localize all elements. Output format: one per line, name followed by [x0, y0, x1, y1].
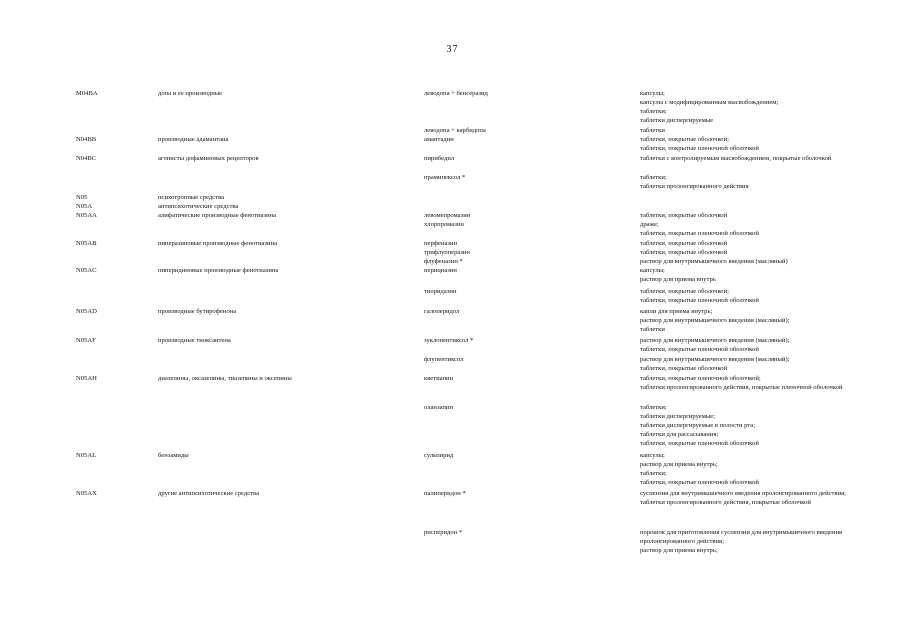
group-name-cell: другие антипсихотические средства [158, 490, 260, 497]
group-name-cell: диазепины, оксазепины, тиазепины и оксепины [158, 375, 292, 382]
group-name-cell: пиперидиновые производные фенотиазина [158, 267, 279, 274]
dosage-form-cell: капсулы; капсулы с модифицированным высвобождением; таблетки; таблетки диспергируемые [640, 90, 779, 125]
drug-name-cell: кветиапин [424, 375, 454, 382]
drug-name-cell: перфеназин [424, 240, 458, 247]
group-name-cell: бензамиды [158, 452, 189, 459]
dosage-form-cell: таблетки; таблетки пролонгированного действия [640, 174, 749, 191]
dosage-form-cell: капли для приема внутрь; раствор для внутримышечного введения (масляный); таблетки [640, 308, 790, 334]
drug-name-cell: галоперидол [424, 308, 460, 315]
group-name-cell: психотропные средства [158, 194, 225, 201]
group-name-cell: антипсихотические средства [158, 203, 239, 210]
dosage-form-cell: таблетки, покрытые пленочной оболочкой; таблетки пролонгированного действия, покрытые пленочной оболочкой [640, 375, 843, 392]
dosage-form-cell: порошок для приготовления суспензии для внутримышечного введения пролонгированного действия; раствор для приема внутрь; [640, 529, 843, 555]
group-name-cell: допа и ее производные [158, 90, 223, 97]
atc-code-cell: N05AF [76, 337, 96, 344]
drug-name-cell: левомепромазин [424, 212, 471, 219]
dosage-form-cell: таблетки, покрытые оболочкой [640, 249, 728, 256]
drug-name-cell: рисперидон * [424, 529, 463, 536]
group-name-cell: алифатические производные фенотиазина [158, 212, 277, 219]
dosage-form-cell: таблетки, покрытые оболочкой [640, 240, 728, 247]
drug-name-cell: сульпирид [424, 452, 454, 459]
dosage-form-cell: таблетки с контролируемым высвобождением, покрытые оболочкой [640, 155, 832, 162]
dosage-form-cell: капсулы; раствор для приема внутрь; таблетки; таблетки, покрытые пленочной оболочкой [640, 452, 759, 487]
dosage-form-cell: таблетки [640, 127, 665, 134]
atc-code-cell: N05 [76, 194, 88, 201]
group-name-cell: агонисты дофаминовых рецепторов [158, 155, 259, 162]
drug-name-cell: амантадин [424, 136, 454, 143]
atc-code-cell: N05AD [76, 308, 97, 315]
drug-name-cell: леводопа + карбидопа [424, 127, 486, 134]
atc-code-cell: N05AH [76, 375, 97, 382]
group-name-cell: производные тиоксантена [158, 337, 231, 344]
atc-code-cell: N04BC [76, 155, 97, 162]
drug-name-cell: зуклопентиксол * [424, 337, 474, 344]
atc-code-cell: N05AB [76, 240, 97, 247]
group-name-cell: производные адамантана [158, 136, 229, 143]
atc-code-cell: N05AC [76, 267, 97, 274]
drug-name-cell: леводопа + бенсеразид [424, 90, 488, 97]
dosage-form-cell: раствор для внутримышечного введения (масляный) [640, 258, 788, 265]
dosage-form-cell: таблетки; таблетки диспергируемые; таблетки диспергируемые в полости рта; таблетки для рассасывания; таблетки, покрытые пленочной оболочкой [640, 404, 759, 448]
atc-code-cell: N05AX [76, 490, 97, 497]
atc-code-cell: M04BA [76, 90, 98, 97]
drug-name-cell: флупентиксол [424, 356, 464, 363]
dosage-form-cell: суспензия для внутримышечного введения пролонгированного действия; таблетки пролонгированного действия, покрытые оболочкой [640, 490, 846, 507]
dosage-form-cell: драже; таблетки, покрытые пленочной оболочкой [640, 221, 759, 238]
atc-code-cell: N04BB [76, 136, 97, 143]
drug-name-cell: оланзапин [424, 404, 453, 411]
atc-code-cell: N05AL [76, 452, 97, 459]
drug-name-cell: тиоридазин [424, 288, 457, 295]
group-name-cell: производные бутирофенона [158, 308, 237, 315]
drug-name-cell: хлорпромазин [424, 221, 464, 228]
drug-name-cell: палиперидон * [424, 490, 466, 497]
atc-code-cell: N05A [76, 203, 93, 210]
group-name-cell: пиперазиновые производные фенотиазина [158, 240, 277, 247]
dosage-form-cell: таблетки, покрытые оболочкой [640, 212, 728, 219]
drug-name-cell: пирибедил [424, 155, 455, 162]
dosage-form-cell: таблетки, покрытые оболочкой; таблетки, покрытые пленочной оболочкой [640, 288, 759, 305]
drug-name-cell: трифлуоперазин [424, 249, 470, 256]
atc-code-cell: N05AA [76, 212, 97, 219]
dosage-form-cell: раствор для внутримышечного введения (масляный); таблетки, покрытые оболочкой [640, 356, 790, 373]
drug-name-cell: перициазин [424, 267, 457, 274]
drug-name-cell: флуфеназин * [424, 258, 463, 265]
dosage-form-cell: раствор для внутримышечного введения (масляный); таблетки, покрытые пленочной оболочкой [640, 337, 790, 354]
drug-name-cell: прамипексол * [424, 174, 466, 181]
dosage-form-cell: капсулы; раствор для приема внутрь [640, 267, 716, 284]
dosage-form-cell: таблетки, покрытые оболочкой; таблетки, покрытые пленочной оболочкой [640, 136, 759, 153]
page-number: 37 [446, 44, 459, 55]
